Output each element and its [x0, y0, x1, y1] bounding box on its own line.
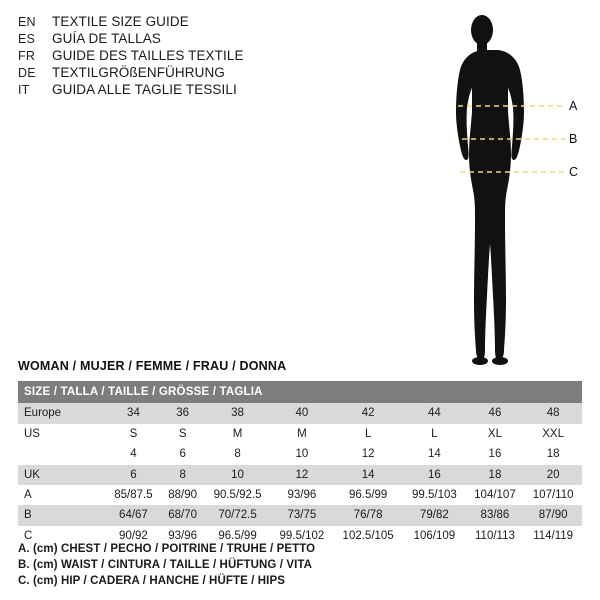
table-cell: 38 [204, 403, 270, 423]
table-row [18, 505, 582, 525]
table-row [18, 444, 582, 464]
table-cell: 90/92 [106, 526, 161, 546]
language-row [18, 65, 318, 80]
language-code: DE [18, 66, 36, 80]
table-cell: 102.5/105 [333, 526, 403, 546]
table-cell: 12 [333, 444, 403, 464]
language-title: TEXTILGRÖßENFÜHRUNG [52, 65, 225, 80]
table-cell: XXL [524, 424, 582, 444]
table-cell: 44 [403, 403, 465, 423]
row-label: Europe [18, 403, 106, 423]
table-row [18, 403, 582, 423]
table-cell: 42 [333, 403, 403, 423]
language-title: GUIDA ALLE TAGLIE TESSILI [52, 82, 237, 97]
table-cell: 83/86 [466, 505, 525, 525]
table-cell: XL [466, 424, 525, 444]
language-title: GUIDE DES TAILLES TEXTILE [52, 48, 244, 63]
row-label: UK [18, 465, 106, 485]
language-code: ES [18, 32, 36, 46]
table-cell: 16 [403, 465, 465, 485]
table-row [18, 485, 582, 505]
table-cell: 93/96 [271, 485, 333, 505]
table-cell: 14 [403, 444, 465, 464]
table-cell: 40 [271, 403, 333, 423]
table-cell: 12 [271, 465, 333, 485]
row-label [18, 444, 106, 464]
table-cell: 90.5/92.5 [204, 485, 270, 505]
language-code: FR [18, 49, 36, 63]
table-row [18, 424, 582, 444]
legend-line-a: A. (cm) CHEST / PECHO / POITRINE / TRUHE / PETTO [18, 543, 316, 555]
measure-label-a: A [569, 99, 578, 113]
table-cell: 87/90 [524, 505, 582, 525]
table-cell: M [271, 424, 333, 444]
language-row [18, 14, 318, 29]
size-table [18, 381, 582, 546]
table-cell: 104/107 [466, 485, 525, 505]
legend-line-b: B. (cm) WAIST / CINTURA / TAILLE / HÜFTUNG / VITA [18, 559, 313, 571]
table-cell: 73/75 [271, 505, 333, 525]
measure-label-c: C [569, 165, 579, 179]
table-cell: 99.5/103 [403, 485, 465, 505]
table-cell: 96.5/99 [333, 485, 403, 505]
female-silhouette-icon [430, 8, 590, 368]
table-cell: 110/113 [466, 526, 525, 546]
language-row [18, 48, 318, 63]
language-title: GUÍA DE TALLAS [52, 31, 161, 46]
table-header-row [18, 381, 582, 403]
table-cell: 114/119 [524, 526, 582, 546]
table-cell: 6 [161, 444, 205, 464]
table-cell: 64/67 [106, 505, 161, 525]
table-cell: 68/70 [161, 505, 205, 525]
language-code: EN [18, 15, 36, 29]
table-cell: 20 [524, 465, 582, 485]
measure-label-b: B [569, 132, 578, 146]
table-cell: 4 [106, 444, 161, 464]
language-code: IT [18, 83, 30, 97]
table-caption: WOMAN / MUJER / FEMME / FRAU / DONNA [18, 359, 287, 373]
table-header-label: SIZE / TALLA / TAILLE / GRÖSSE / TAGLIA [18, 381, 582, 403]
table-row [18, 465, 582, 485]
measurement-legend [18, 543, 578, 591]
table-cell: 79/82 [403, 505, 465, 525]
table-cell: 46 [466, 403, 525, 423]
row-label: US [18, 424, 106, 444]
table-cell: 93/96 [161, 526, 205, 546]
table-cell: 106/109 [403, 526, 465, 546]
table-cell: 96.5/99 [204, 526, 270, 546]
table-cell: 99.5/102 [271, 526, 333, 546]
table-cell: 10 [204, 465, 270, 485]
table-cell: S [106, 424, 161, 444]
table-cell: 10 [271, 444, 333, 464]
table-cell: 18 [466, 465, 525, 485]
table-cell: L [333, 424, 403, 444]
table-cell: 8 [204, 444, 270, 464]
row-label: C [18, 526, 106, 546]
table-cell: 76/78 [333, 505, 403, 525]
table-cell: S [161, 424, 205, 444]
table-cell: 85/87.5 [106, 485, 161, 505]
table-cell: 6 [106, 465, 161, 485]
row-label: A [18, 485, 106, 505]
figure-diagram [430, 8, 590, 368]
table-cell: L [403, 424, 465, 444]
table-cell: 70/72.5 [204, 505, 270, 525]
table-cell: 34 [106, 403, 161, 423]
language-row [18, 82, 318, 97]
row-label: B [18, 505, 106, 525]
legend-line-c: C. (cm) HIP / CADERA / HANCHE / HÜFTE / HIPS [18, 575, 286, 587]
language-title: TEXTILE SIZE GUIDE [52, 14, 189, 29]
table-cell: 88/90 [161, 485, 205, 505]
table-cell: 16 [466, 444, 525, 464]
table-cell: 8 [161, 465, 205, 485]
table-cell: 14 [333, 465, 403, 485]
table-cell: 36 [161, 403, 205, 423]
table-cell: M [204, 424, 270, 444]
table-cell: 107/110 [524, 485, 582, 505]
table-cell: 18 [524, 444, 582, 464]
table-cell: 48 [524, 403, 582, 423]
language-header [18, 14, 318, 99]
language-row [18, 31, 318, 46]
